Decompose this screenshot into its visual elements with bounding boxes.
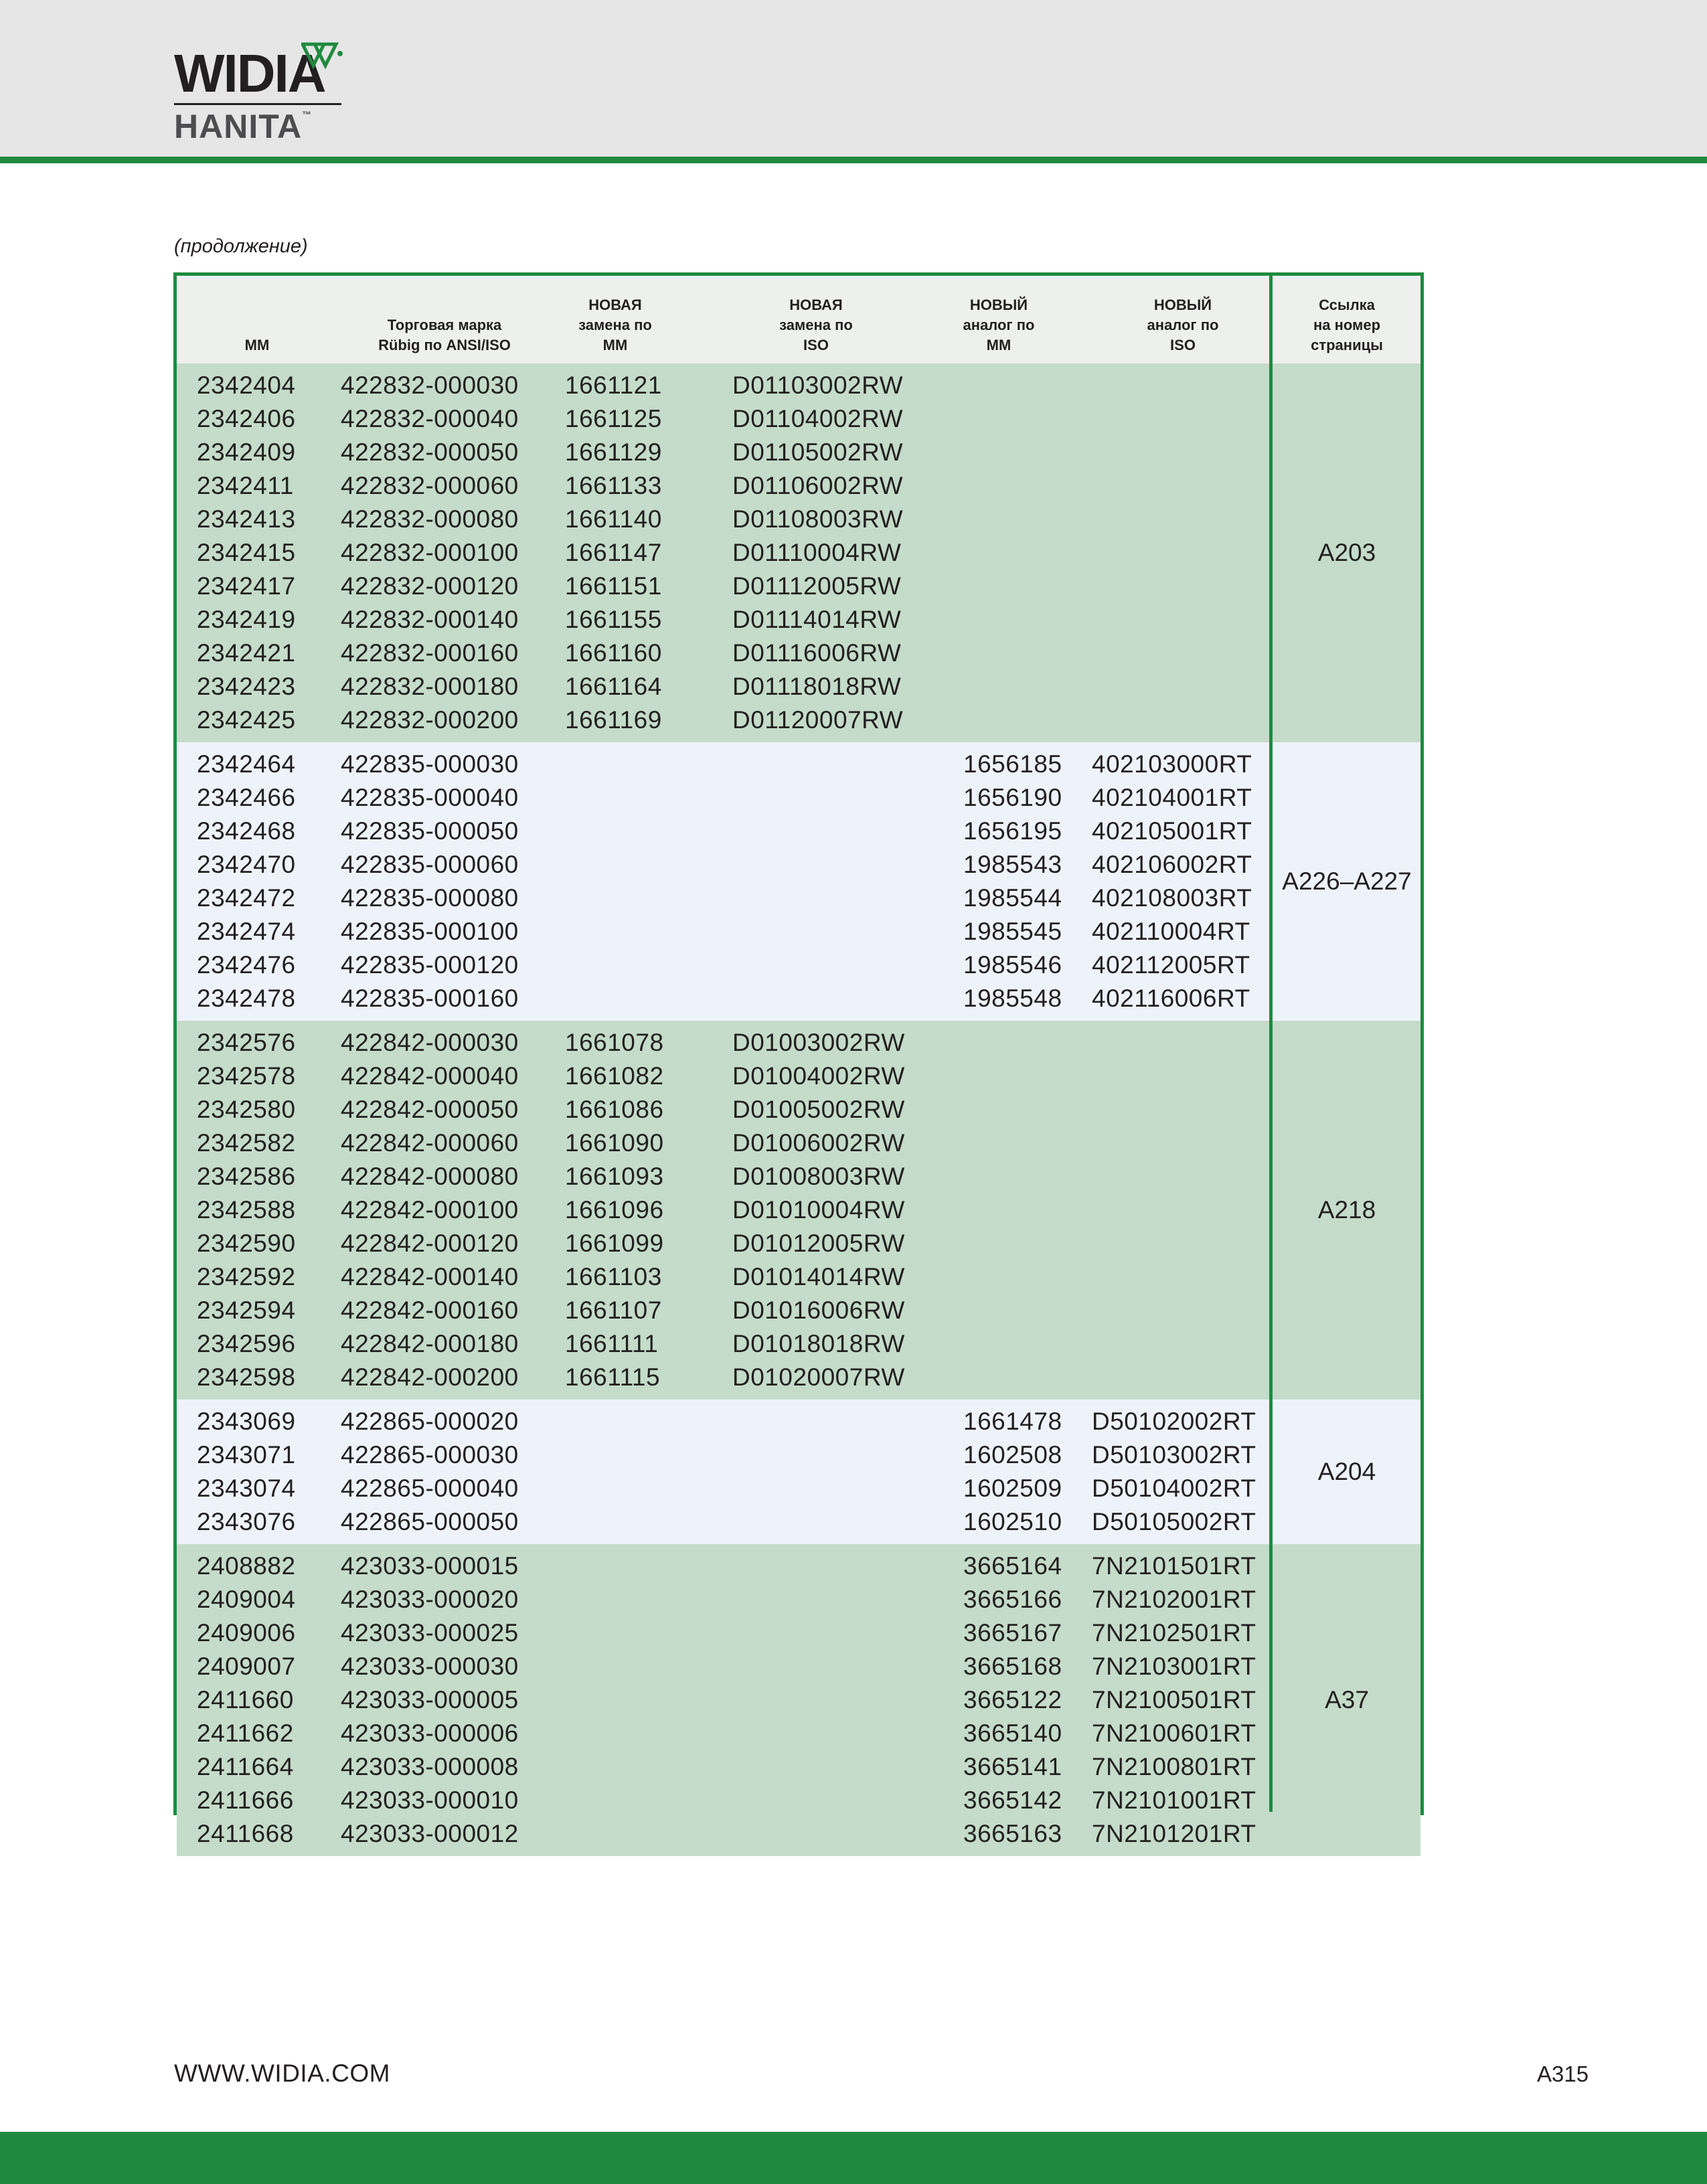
cell-mm-number: 2342417 <box>197 572 296 600</box>
cell-new-analog-mm: 1602510 <box>963 1508 1062 1535</box>
cell-rubig-number: 422835-000120 <box>341 951 519 979</box>
logo-divider <box>174 103 341 105</box>
cell-rubig-number: 422835-000050 <box>341 817 519 845</box>
cell-new-replacement-iso: D01018018RW <box>732 1330 905 1357</box>
cell-new-analog-iso: 402108003RT <box>1092 884 1252 912</box>
page-ref-column-divider <box>1269 276 1273 1812</box>
table-row <box>177 848 1269 881</box>
cell-mm-number: 2411662 <box>197 1719 294 1747</box>
table-group <box>177 1021 1420 1400</box>
cell-new-replacement-mm: 1661125 <box>565 405 662 432</box>
cell-new-replacement-mm: 1661115 <box>565 1363 661 1391</box>
cell-mm-number: 2342419 <box>197 606 296 633</box>
cell-new-analog-mm: 3665167 <box>963 1619 1062 1647</box>
cell-new-analog-iso: 402104001RT <box>1092 784 1252 811</box>
cell-mm-number: 2342464 <box>197 750 296 778</box>
cell-rubig-number: 422835-000080 <box>341 884 519 912</box>
cell-rubig-number: 422842-000140 <box>341 1263 519 1290</box>
cell-rubig-number: 422835-000160 <box>341 985 519 1012</box>
cell-mm-number: 2342596 <box>197 1330 296 1357</box>
cell-new-analog-mm: 1656190 <box>963 784 1062 811</box>
cell-new-replacement-mm: 1661103 <box>565 1263 662 1290</box>
cell-new-analog-mm: 1602509 <box>963 1475 1062 1502</box>
page-reference: A218 <box>1317 1196 1376 1224</box>
cell-rubig-number: 422842-000160 <box>341 1296 519 1324</box>
cell-new-analog-mm: 1985548 <box>963 985 1062 1012</box>
cell-new-analog-iso: 402103000RT <box>1092 750 1252 778</box>
page-reference: A203 <box>1317 539 1376 566</box>
cross-reference-table <box>173 272 1424 1847</box>
table-group <box>177 363 1420 742</box>
cell-rubig-number: 422842-000030 <box>341 1029 519 1056</box>
logo-hanita-text: HANITA™ <box>174 108 313 145</box>
table-row <box>177 603 1269 637</box>
cell-mm-number: 2409007 <box>197 1653 296 1680</box>
cell-new-analog-mm: 1985546 <box>963 951 1062 979</box>
cell-new-replacement-iso: D01004002RW <box>732 1062 905 1090</box>
table-row <box>177 402 1269 436</box>
cell-new-replacement-mm: 1661082 <box>565 1062 664 1090</box>
cell-rubig-number: 423033-000015 <box>341 1552 519 1580</box>
cell-new-analog-mm: 1661478 <box>963 1408 1062 1435</box>
cell-mm-number: 2342409 <box>197 438 296 466</box>
table-row <box>177 670 1269 703</box>
cell-mm-number: 2342404 <box>197 371 296 399</box>
cell-rubig-number: 422842-000180 <box>341 1330 519 1357</box>
cell-new-replacement-iso: D01020007RW <box>732 1363 905 1391</box>
table-row <box>177 1126 1269 1160</box>
cell-new-replacement-mm: 1661078 <box>565 1029 664 1056</box>
table-row <box>177 815 1269 848</box>
cell-new-replacement-iso: D01006002RW <box>732 1129 905 1157</box>
cell-mm-number: 2411660 <box>197 1686 294 1713</box>
cell-new-analog-mm: 3665141 <box>963 1753 1062 1780</box>
header-mm: MM <box>244 337 270 353</box>
cell-new-replacement-iso: D01112005RW <box>732 572 902 600</box>
cell-new-analog-iso: 7N2102001RT <box>1092 1586 1256 1613</box>
logo-widia-text: WIDIA <box>174 44 325 103</box>
cell-mm-number: 2409006 <box>197 1619 296 1647</box>
cell-rubig-number: 423033-000012 <box>341 1820 519 1847</box>
cell-rubig-number: 423033-000020 <box>341 1586 519 1613</box>
cell-new-replacement-iso: D01105002RW <box>732 438 904 466</box>
cell-mm-number: 2342468 <box>197 817 296 845</box>
cell-new-replacement-mm: 1661099 <box>565 1230 664 1257</box>
table-row <box>177 1093 1269 1126</box>
header-new-replacement-iso: НОВАЯ замена по ISO <box>779 297 853 353</box>
widia-hanita-logo <box>174 41 348 149</box>
cell-mm-number: 2342598 <box>197 1363 296 1391</box>
table-row <box>177 1026 1269 1060</box>
cell-new-analog-iso: D50105002RT <box>1092 1508 1256 1535</box>
cell-rubig-number: 422832-000080 <box>341 505 519 533</box>
table-row <box>177 1616 1269 1650</box>
cell-new-replacement-mm: 1661155 <box>565 606 662 633</box>
cell-new-analog-mm: 3665142 <box>963 1786 1062 1814</box>
cell-mm-number: 2342582 <box>197 1129 296 1157</box>
table-row <box>177 436 1269 469</box>
cell-new-replacement-iso: D01103002RW <box>732 371 904 399</box>
cell-new-replacement-iso: D01008003RW <box>732 1163 905 1190</box>
cell-new-analog-iso: 402112005RT <box>1092 951 1250 979</box>
cell-mm-number: 2342474 <box>197 918 296 945</box>
table-row <box>177 1294 1269 1327</box>
cell-mm-number: 2342466 <box>197 784 296 811</box>
cell-new-replacement-mm: 1661133 <box>565 472 662 499</box>
table-row <box>177 1549 1269 1583</box>
cell-rubig-number: 422835-000100 <box>341 918 519 945</box>
cell-new-analog-mm: 3665122 <box>963 1686 1062 1713</box>
cell-new-replacement-mm: 1661151 <box>565 572 662 600</box>
header-page-ref: Ссылка на номер страницы <box>1311 297 1383 353</box>
cell-rubig-number: 422832-000140 <box>341 606 519 633</box>
cell-new-replacement-iso: D01110004RW <box>732 539 902 566</box>
cell-rubig-number: 422832-000160 <box>341 639 519 667</box>
cell-mm-number: 2342478 <box>197 985 296 1012</box>
cell-mm-number: 2411666 <box>197 1786 294 1814</box>
cell-new-analog-mm: 1602508 <box>963 1441 1062 1468</box>
cell-new-analog-iso: 7N2100501RT <box>1092 1686 1256 1713</box>
cell-rubig-number: 422842-000120 <box>341 1230 519 1257</box>
table-row <box>177 637 1269 670</box>
cell-new-replacement-iso: D01003002RW <box>732 1029 905 1056</box>
table-row <box>177 1361 1269 1394</box>
cell-new-analog-iso: 402110004RT <box>1092 918 1250 945</box>
cell-mm-number: 2342415 <box>197 539 296 566</box>
table-row <box>177 1717 1269 1750</box>
cell-new-analog-mm: 1985544 <box>963 884 1062 912</box>
table-row <box>177 536 1269 570</box>
table-row <box>177 1650 1269 1683</box>
table-row <box>177 1327 1269 1361</box>
page-reference: A204 <box>1317 1458 1376 1485</box>
continuation-label: (продолжение) <box>174 236 308 257</box>
cell-rubig-number: 422865-000030 <box>341 1441 519 1468</box>
cell-new-analog-iso: D50103002RT <box>1092 1441 1256 1468</box>
cell-mm-number: 2411668 <box>197 1820 294 1847</box>
cell-new-analog-mm: 3665140 <box>963 1719 1062 1747</box>
table-group <box>177 1400 1420 1544</box>
cell-new-analog-mm: 3665168 <box>963 1653 1062 1680</box>
cell-new-replacement-mm: 1661090 <box>565 1129 664 1157</box>
cell-new-replacement-iso: D01116006RW <box>732 639 902 667</box>
cell-rubig-number: 422832-000030 <box>341 371 519 399</box>
table-row <box>177 1438 1269 1472</box>
cell-new-analog-mm: 3665163 <box>963 1820 1062 1847</box>
table-row <box>177 982 1269 1015</box>
table-row <box>177 1784 1269 1817</box>
cell-rubig-number: 422865-000050 <box>341 1508 519 1535</box>
table-group <box>177 1544 1420 1856</box>
cell-rubig-number: 423033-000025 <box>341 1619 519 1647</box>
header-new-analog-mm: НОВЫЙ аналог по MM <box>963 297 1035 353</box>
cell-mm-number: 2342425 <box>197 706 296 734</box>
cell-mm-number: 2343076 <box>197 1508 296 1535</box>
cell-mm-number: 2342470 <box>197 851 296 878</box>
widia-triangle-mark-icon <box>301 41 344 71</box>
table-row <box>177 1505 1269 1539</box>
table-group <box>177 742 1420 1021</box>
header-rule <box>0 157 1707 163</box>
cell-mm-number: 2343071 <box>197 1441 296 1468</box>
table-row <box>177 1060 1269 1093</box>
cell-new-analog-iso: 7N2100601RT <box>1092 1719 1256 1747</box>
cell-rubig-number: 422842-000100 <box>341 1196 519 1224</box>
cell-mm-number: 2411664 <box>197 1753 294 1780</box>
table-row <box>177 881 1269 915</box>
cell-mm-number: 2342576 <box>197 1029 296 1056</box>
cell-rubig-number: 422842-000050 <box>341 1096 519 1123</box>
cell-rubig-number: 422832-000060 <box>341 472 519 499</box>
table-row <box>177 1160 1269 1193</box>
table-row <box>177 1583 1269 1616</box>
cell-mm-number: 2342472 <box>197 884 296 912</box>
cell-mm-number: 2342580 <box>197 1096 296 1123</box>
table-row <box>177 915 1269 948</box>
cell-rubig-number: 422835-000060 <box>341 851 519 878</box>
table-row <box>177 1817 1269 1851</box>
table-row <box>177 781 1269 815</box>
cell-new-replacement-iso: D01114014RW <box>732 606 902 633</box>
footer-url: WWW.WIDIA.COM <box>174 2060 390 2087</box>
cell-rubig-number: 422832-000100 <box>341 539 519 566</box>
cell-mm-number: 2408882 <box>197 1552 296 1580</box>
cell-new-replacement-mm: 1661096 <box>565 1196 664 1224</box>
cell-rubig-number: 422835-000030 <box>341 750 519 778</box>
cell-mm-number: 2342594 <box>197 1296 296 1324</box>
table-row <box>177 748 1269 781</box>
cell-rubig-number: 422832-000180 <box>341 673 519 700</box>
cell-new-analog-iso: 402116006RT <box>1092 985 1250 1012</box>
cell-new-replacement-mm: 1661086 <box>565 1096 664 1123</box>
cell-new-replacement-iso: D01005002RW <box>732 1096 905 1123</box>
cell-rubig-number: 422842-000060 <box>341 1129 519 1157</box>
page-reference: A37 <box>1325 1686 1369 1713</box>
cell-new-replacement-iso: D01118018RW <box>732 673 902 700</box>
table-row <box>177 1472 1269 1505</box>
table-row <box>177 1260 1269 1294</box>
cell-new-analog-mm: 3665164 <box>963 1552 1062 1580</box>
cell-mm-number: 2409004 <box>197 1586 296 1613</box>
footer-page-number: A315 <box>1537 2062 1589 2086</box>
cell-new-analog-mm: 1985545 <box>963 918 1062 945</box>
table-header <box>177 276 1420 363</box>
cell-new-replacement-iso: D01106002RW <box>732 472 904 499</box>
cell-new-analog-iso: 7N2101201RT <box>1092 1820 1256 1847</box>
cell-rubig-number: 423033-000010 <box>341 1786 519 1814</box>
cell-new-analog-iso: 402106002RT <box>1092 851 1252 878</box>
cell-mm-number: 2343074 <box>197 1475 296 1502</box>
table-row <box>177 1683 1269 1717</box>
page-reference: A226–A227 <box>1282 867 1412 895</box>
cell-new-replacement-mm: 1661160 <box>565 639 662 667</box>
cell-new-analog-iso: 7N2102501RT <box>1092 1619 1256 1647</box>
cell-rubig-number: 423033-000030 <box>341 1653 519 1680</box>
cell-mm-number: 2342578 <box>197 1062 296 1090</box>
header-rubig: Торговая марка Rübig по ANSI/ISO <box>378 317 511 353</box>
cell-new-replacement-mm: 1661111 <box>565 1330 659 1357</box>
cell-new-analog-iso: 7N2100801RT <box>1092 1753 1256 1780</box>
cell-rubig-number: 423033-000005 <box>341 1686 519 1713</box>
cell-rubig-number: 422842-000040 <box>341 1062 519 1090</box>
table-row <box>177 1405 1269 1438</box>
cell-new-replacement-mm: 1661147 <box>565 539 662 566</box>
table-row <box>177 948 1269 982</box>
cell-new-replacement-mm: 1661129 <box>565 438 662 466</box>
cell-rubig-number: 422865-000020 <box>341 1408 519 1435</box>
cell-new-analog-mm: 1985543 <box>963 851 1062 878</box>
cell-rubig-number: 422842-000080 <box>341 1163 519 1190</box>
cell-mm-number: 2343069 <box>197 1408 296 1435</box>
cell-new-analog-mm: 3665166 <box>963 1586 1062 1613</box>
cell-new-replacement-iso: D01104002RW <box>732 405 904 432</box>
footer-band <box>0 2132 1707 2184</box>
cell-new-replacement-iso: D01014014RW <box>732 1263 905 1290</box>
cell-rubig-number: 422832-000120 <box>341 572 519 600</box>
header-new-replacement-mm: НОВАЯ замена по MM <box>578 297 652 353</box>
table-row <box>177 503 1269 536</box>
cell-rubig-number: 422842-000200 <box>341 1363 519 1391</box>
cell-new-replacement-mm: 1661093 <box>565 1163 664 1190</box>
cell-new-analog-iso: 7N2101501RT <box>1092 1552 1256 1580</box>
table-row <box>177 1193 1269 1227</box>
cell-new-replacement-iso: D01010004RW <box>732 1196 905 1224</box>
cell-mm-number: 2342586 <box>197 1163 296 1190</box>
cell-new-analog-mm: 1656195 <box>963 817 1062 845</box>
cell-rubig-number: 423033-000006 <box>341 1719 519 1747</box>
cell-new-replacement-iso: D01120007RW <box>732 706 904 734</box>
table-row <box>177 1227 1269 1260</box>
cell-new-analog-iso: D50102002RT <box>1092 1408 1256 1435</box>
cell-mm-number: 2342411 <box>197 472 294 499</box>
cell-mm-number: 2342421 <box>197 639 296 667</box>
header-new-analog-iso: НОВЫЙ аналог по ISO <box>1147 297 1219 353</box>
table-row <box>177 1750 1269 1784</box>
cell-rubig-number: 423033-000008 <box>341 1753 519 1780</box>
cell-mm-number: 2342476 <box>197 951 296 979</box>
cell-new-replacement-mm: 1661121 <box>565 371 662 399</box>
cell-new-replacement-mm: 1661169 <box>565 706 662 734</box>
table-row <box>177 369 1269 402</box>
cell-new-analog-iso: 7N2103001RT <box>1092 1653 1256 1680</box>
table-row <box>177 703 1269 737</box>
table-row <box>177 469 1269 503</box>
cell-new-replacement-mm: 1661164 <box>565 673 662 700</box>
table-row <box>177 570 1269 603</box>
cell-mm-number: 2342590 <box>197 1230 296 1257</box>
cell-rubig-number: 422835-000040 <box>341 784 519 811</box>
cell-new-analog-iso: 7N2101001RT <box>1092 1786 1256 1814</box>
cell-mm-number: 2342588 <box>197 1196 296 1224</box>
cell-mm-number: 2342592 <box>197 1263 296 1290</box>
cell-rubig-number: 422832-000200 <box>341 706 519 734</box>
cell-new-analog-iso: D50104002RT <box>1092 1475 1256 1502</box>
cell-new-replacement-mm: 1661140 <box>565 505 662 533</box>
cell-new-replacement-mm: 1661107 <box>565 1296 662 1324</box>
cell-mm-number: 2342406 <box>197 405 296 432</box>
cell-new-analog-iso: 402105001RT <box>1092 817 1252 845</box>
cell-mm-number: 2342423 <box>197 673 296 700</box>
cell-new-replacement-iso: D01016006RW <box>732 1296 905 1324</box>
cell-mm-number: 2342413 <box>197 505 296 533</box>
cell-new-replacement-iso: D01108003RW <box>732 505 904 533</box>
cell-new-replacement-iso: D01012005RW <box>732 1230 905 1257</box>
cell-rubig-number: 422832-000040 <box>341 405 519 432</box>
cell-rubig-number: 422865-000040 <box>341 1475 519 1502</box>
cell-new-analog-mm: 1656185 <box>963 750 1062 778</box>
cell-rubig-number: 422832-000050 <box>341 438 519 466</box>
